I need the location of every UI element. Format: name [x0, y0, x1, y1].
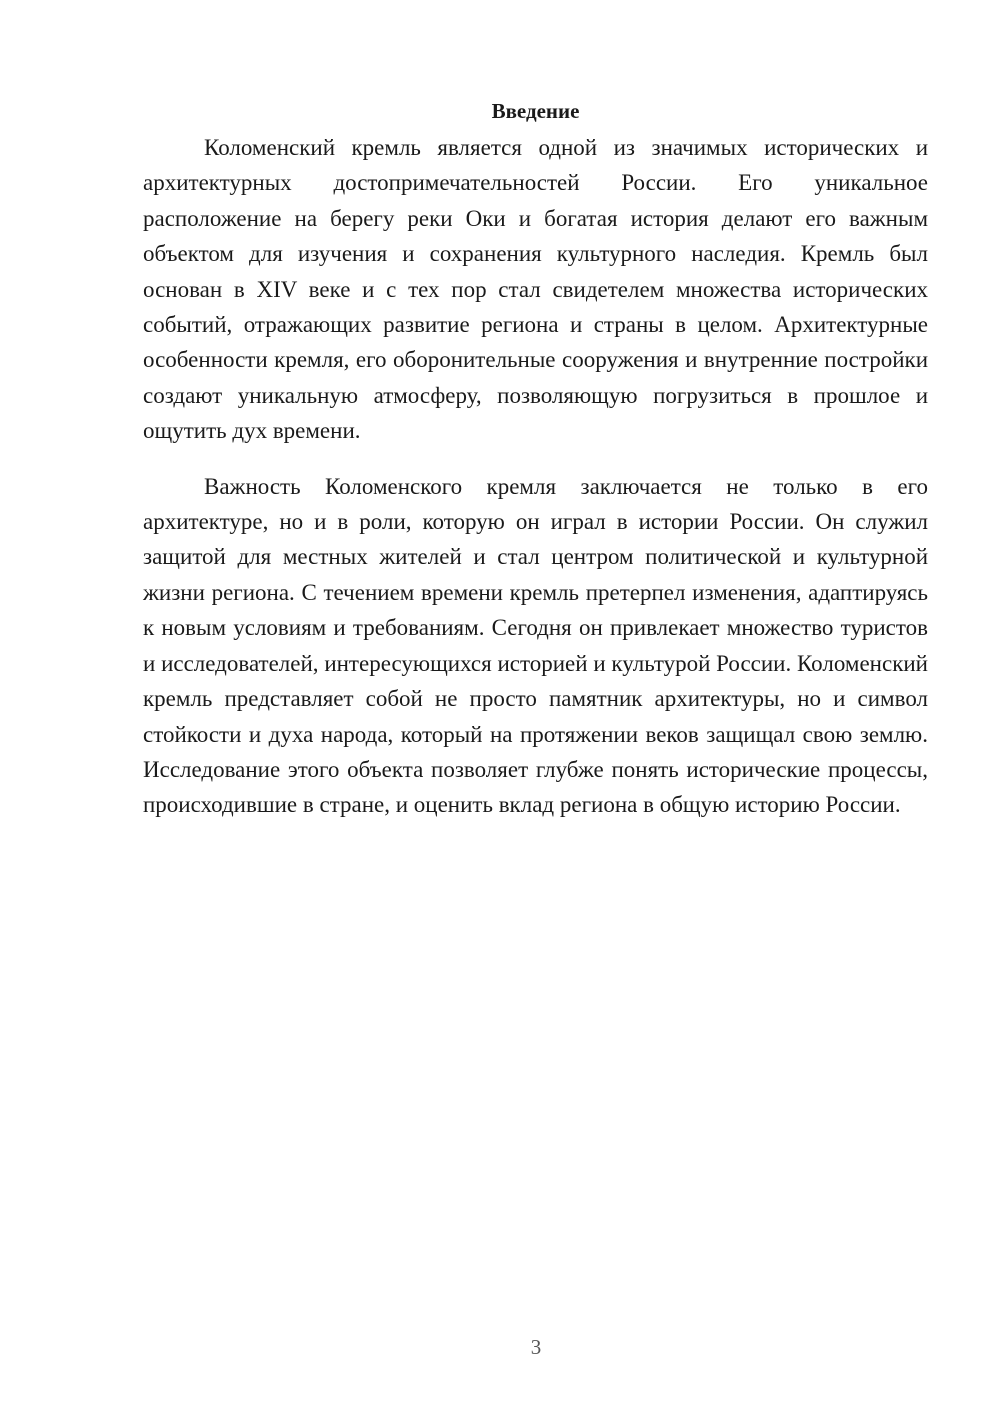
section-title: Введение [491, 99, 580, 123]
paragraph-2: Важность Коломенского кремля заключается не только в его архитектуре, но и в роли, которую он играл в истории России. Он служил защитой для местных жителей и стал центром политической и культурной жизни региона. С течением времени кремль претерпел изменения, адаптируясь к новым условиям и требованиям. Сегодня он привлекает множество туристов и исследователей, интересующихся историей и культурой России. Коломенский кремль представляет собой не просто памятник архитектуры, но и символ стойкости и духа народа, который на протяжении веков защищал свою землю. Исследование этого объекта позволяет глубже понять исторические процессы, происходившие в стране, и оценить вклад региона в общую историю России. [143, 473, 928, 818]
paragraph-1: Коломенский кремль является одной из значимых исторических и архитектурных достопримечательностей России. Его уникальное расположение на берегу реки Оки и богатая история делают его важным объектом для изучения и сохранения культурного наследия. Кремль был основан в XIV веке и с тех пор стал свидетелем множества исторических событий, отражающих развитие региона и страны в целом. Архитектурные особенности кремля, его оборонительные сооружения и внутренние постройки создают уникальную атмосферу, позволяющую погрузиться в прошлое и ощутить дух времени. [143, 135, 928, 444]
page-content [143, 96, 928, 823]
page-number: 3 [530, 1335, 542, 1359]
